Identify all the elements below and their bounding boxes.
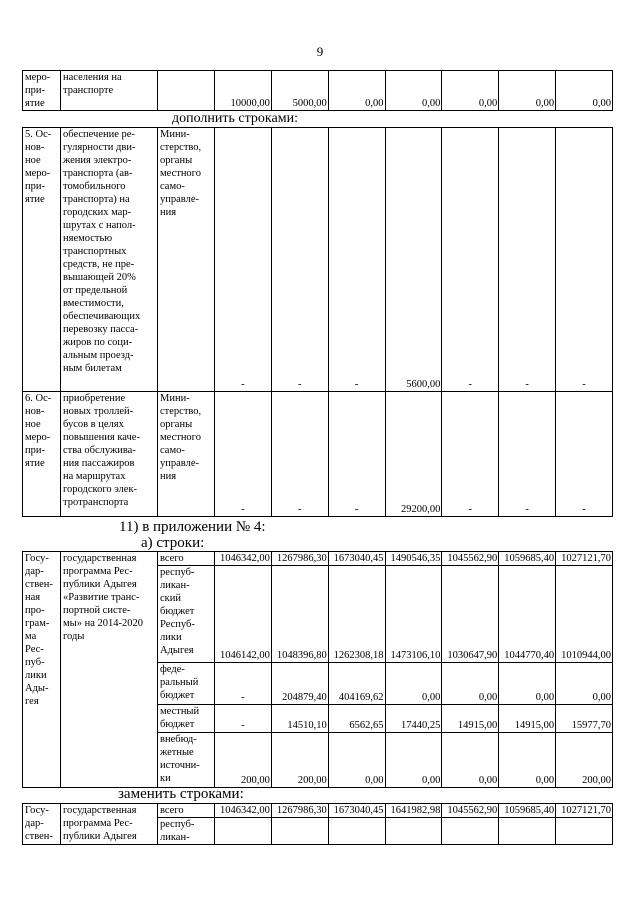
table-program-rows — [22, 551, 613, 788]
value-cell — [328, 818, 385, 845]
table-top-continuation — [22, 70, 613, 111]
value-cell: 1046142,00 — [215, 566, 272, 663]
page-number: 9 — [316, 44, 324, 59]
value-cell: 1010944,00 — [556, 566, 613, 663]
value-cell: 14915,00 — [499, 705, 556, 733]
status-cell: Госу- дар- ствен- ная про- грам- ма Рес- пуб- лики Ады- гея — [23, 552, 61, 788]
table-row — [23, 552, 613, 566]
value-cell: - — [271, 128, 328, 392]
value-cell: 200,00 — [271, 733, 328, 788]
value-cell: 1045562,90 — [442, 552, 499, 566]
value-cell: 1027121,70 — [556, 552, 613, 566]
source-cell: респуб- ликан- ский бюджет Респуб- лики Адыгея — [158, 566, 215, 663]
table-row — [23, 128, 613, 392]
table-row — [23, 392, 613, 517]
value-cell — [442, 818, 499, 845]
value-cell: 1673040,45 — [328, 804, 385, 818]
value-cell: 0,00 — [442, 663, 499, 705]
value-cell: - — [215, 705, 272, 733]
value-cell: - — [215, 128, 272, 392]
value-cell: 17440,25 — [385, 705, 442, 733]
value-cell — [556, 818, 613, 845]
table-added-rows — [22, 127, 613, 517]
value-cell: 1059685,40 — [499, 552, 556, 566]
program-cell: государственная программа Рес- публики Адыгея «Развитие транс- портной систе- мы» на 2014-2020 годы — [61, 552, 158, 788]
executor-cell — [158, 71, 215, 111]
row-number-cell: 6. Ос- нов- ное меро- при- ятие — [23, 392, 61, 517]
add-rows-heading: дополнить строками: — [172, 111, 298, 126]
description-cell: населения на транспорте — [61, 71, 158, 111]
value-cell: 1473106,10 — [385, 566, 442, 663]
value-cell: 1490546,35 — [385, 552, 442, 566]
value-cell: 1027121,70 — [556, 804, 613, 818]
value-cell: - — [556, 392, 613, 517]
value-cell: 1673040,45 — [328, 552, 385, 566]
value-cell: - — [328, 128, 385, 392]
value-cell: 1045562,90 — [442, 804, 499, 818]
value-cell: 200,00 — [556, 733, 613, 788]
value-cell: 14510,10 — [271, 705, 328, 733]
value-cell: 5000,00 — [271, 71, 328, 111]
value-cell: - — [271, 392, 328, 517]
value-cell: 29200,00 — [385, 392, 442, 517]
status-cell: Госу- дар- ствен- — [23, 804, 61, 845]
source-cell: феде- ральный бюджет — [158, 663, 215, 705]
value-cell: 15977,70 — [556, 705, 613, 733]
value-cell — [499, 818, 556, 845]
value-cell: - — [442, 392, 499, 517]
replace-heading: заменить строками: — [118, 786, 244, 802]
source-cell: внебюд- жетные источни- ки — [158, 733, 215, 788]
value-cell: 0,00 — [385, 71, 442, 111]
row-type-cell: меро- при- ятие — [23, 71, 61, 111]
value-cell: 0,00 — [499, 71, 556, 111]
value-cell: 1030647,90 — [442, 566, 499, 663]
program-cell: государственная программа Рес- публики Адыгея — [61, 804, 158, 845]
value-cell: - — [215, 663, 272, 705]
value-cell: 0,00 — [442, 71, 499, 111]
value-cell: 1044770,40 — [499, 566, 556, 663]
value-cell — [271, 818, 328, 845]
value-cell: 404169,62 — [328, 663, 385, 705]
value-cell: 0,00 — [328, 733, 385, 788]
value-cell: - — [499, 392, 556, 517]
appendix-heading: 11) в приложении № 4: — [119, 519, 266, 535]
value-cell: 0,00 — [385, 663, 442, 705]
value-cell: 200,00 — [215, 733, 272, 788]
value-cell: - — [215, 392, 272, 517]
value-cell: 0,00 — [556, 71, 613, 111]
value-cell: 1641982,98 — [385, 804, 442, 818]
value-cell: 204879,40 — [271, 663, 328, 705]
value-cell: 10000,00 — [215, 71, 272, 111]
value-cell: 1267986,30 — [271, 804, 328, 818]
description-cell: обеспечение ре- гулярности дви- жения электро- транспорта (ав- томобильного транспорта) на городских мар- шрутах с напол- няемостью транспортных средств, не пре- вышающей 20% от предельной вместимости, обеспечивающих перевозку пасса- жиров по соци- альным проезд- ным билетам — [61, 128, 158, 392]
value-cell — [215, 818, 272, 845]
row-number-cell: 5. Ос- нов- ное меро- при- ятие — [23, 128, 61, 392]
value-cell: 1048396,80 — [271, 566, 328, 663]
table-row — [23, 804, 613, 818]
value-cell: 0,00 — [442, 733, 499, 788]
description-cell: приобретение новых троллей- бусов в целях повышения каче- ства обслужива- ния пассажиров на маршрутах городского элек- тротранспорта — [61, 392, 158, 517]
executor-cell: Мини- стерство, органы местного само- управле- ния — [158, 128, 215, 392]
value-cell: 5600,00 — [385, 128, 442, 392]
table-row — [23, 71, 613, 111]
value-cell: 0,00 — [499, 733, 556, 788]
source-cell: всего — [158, 552, 215, 566]
value-cell: 1262308,18 — [328, 566, 385, 663]
value-cell: - — [556, 128, 613, 392]
table-replacement-rows — [22, 803, 613, 845]
value-cell: 14915,00 — [442, 705, 499, 733]
value-cell: - — [328, 392, 385, 517]
value-cell: 0,00 — [499, 663, 556, 705]
rows-heading: а) строки: — [141, 535, 205, 551]
executor-cell: Мини- стерство, органы местного само- управле- ния — [158, 392, 215, 517]
source-cell: всего — [158, 804, 215, 818]
value-cell: 0,00 — [328, 71, 385, 111]
value-cell: 6562,65 — [328, 705, 385, 733]
value-cell: 1046342,00 — [215, 552, 272, 566]
value-cell: - — [499, 128, 556, 392]
source-cell: респуб- ликан- — [158, 818, 215, 845]
value-cell — [385, 818, 442, 845]
source-cell: местный бюджет — [158, 705, 215, 733]
value-cell: 1046342,00 — [215, 804, 272, 818]
value-cell: 0,00 — [556, 663, 613, 705]
value-cell: 1267986,30 — [271, 552, 328, 566]
value-cell: - — [442, 128, 499, 392]
value-cell: 1059685,40 — [499, 804, 556, 818]
value-cell: 0,00 — [385, 733, 442, 788]
